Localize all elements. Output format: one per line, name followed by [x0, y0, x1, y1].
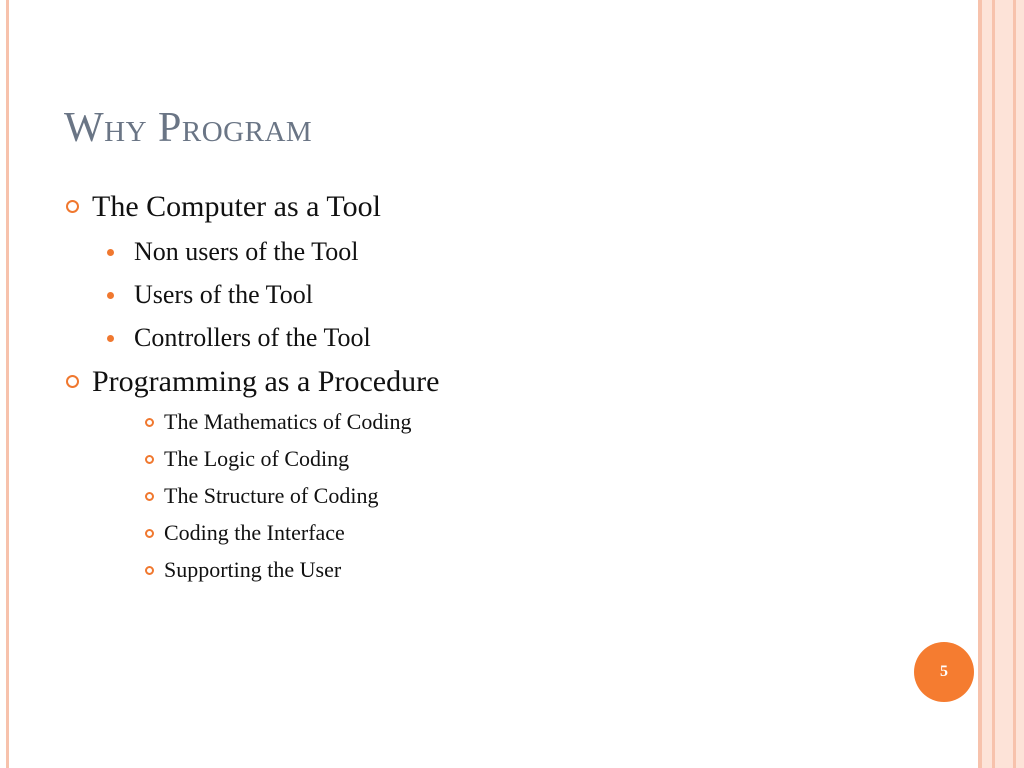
dot-bullet-icon: [107, 335, 114, 342]
bullet-level-1: [64, 186, 944, 228]
page-number-badge: [914, 642, 974, 702]
bullet-text: Controllers of the Tool: [134, 323, 371, 352]
bullet-text: Coding the Interface: [164, 520, 345, 545]
bullet-list: [64, 186, 944, 588]
right-stripe: [995, 0, 1013, 768]
slide-title: Why Program: [64, 105, 313, 151]
ring-bullet-icon: [145, 529, 154, 538]
bullet-text: The Mathematics of Coding: [164, 409, 412, 434]
left-edge-line: [6, 0, 9, 768]
bullet-text: Non users of the Tool: [134, 237, 359, 266]
bullet-level-3: [64, 477, 944, 514]
right-stripe: [982, 0, 992, 768]
ring-bullet-icon: [145, 418, 154, 427]
right-stripe: [1016, 0, 1024, 768]
dot-bullet-icon: [107, 249, 114, 256]
ring-bullet-icon: [66, 200, 79, 213]
bullet-level-1: [64, 361, 944, 403]
ring-bullet-icon: [145, 566, 154, 575]
ring-bullet-icon: [145, 455, 154, 464]
bullet-level-3: [64, 440, 944, 477]
ring-bullet-icon: [66, 375, 79, 388]
bullet-text: Programming as a Procedure: [92, 365, 440, 398]
page-number: 5: [940, 663, 948, 680]
bullet-level-3: [64, 551, 944, 588]
bullet-level-3: [64, 514, 944, 551]
bullet-level-3: [64, 403, 944, 440]
bullet-text: The Logic of Coding: [164, 446, 350, 471]
bullet-level-2: [64, 316, 944, 359]
bullet-level-2: [64, 273, 944, 316]
bullet-text: The Structure of Coding: [164, 483, 379, 508]
bullet-text: The Computer as a Tool: [92, 190, 381, 223]
ring-bullet-icon: [145, 492, 154, 501]
bullet-text: Supporting the User: [164, 557, 342, 582]
bullet-text: Users of the Tool: [134, 280, 313, 309]
bullet-level-2: [64, 230, 944, 273]
dot-bullet-icon: [107, 292, 114, 299]
